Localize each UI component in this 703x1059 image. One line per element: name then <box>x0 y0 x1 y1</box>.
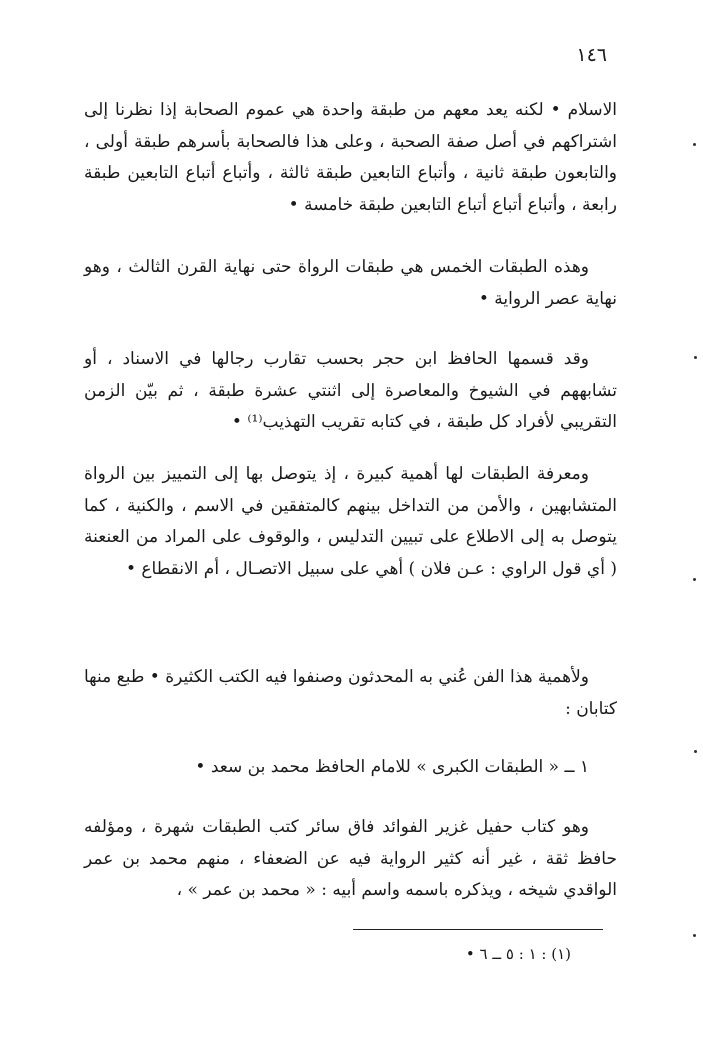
paragraph-importance <box>84 459 617 585</box>
margin-mark <box>693 578 696 581</box>
margin-mark <box>693 143 696 146</box>
paragraph-ibn-hajar <box>84 344 617 439</box>
paragraph-text: وهذه الطبقات الخمس هي طبقات الرواة حتى نهاية القرن الثالث ، وهو نهاية عصر الرواية • <box>84 257 617 309</box>
paragraph-book-description <box>84 812 617 907</box>
margin-mark <box>694 750 697 753</box>
margin-mark <box>694 356 697 359</box>
paragraph-companions-generations <box>84 95 617 221</box>
list-item-ibn-saad <box>84 752 617 784</box>
paragraph-text: الاسلام • لكنه يعد معهم من طبقة واحدة هي عموم الصحابة إذا نظرنا إلى اشتراكهم في أصل صفة الصحبة ، وعلى هذا فالصحابة بأسرهم طبقة أولى ، والتابعون طبقة ثانية ، وأتباع التابعين طبقة ثالثة ، وأتباع أتباع التابعين طبقة رابعة ، وأتباع أتباع أتباع التابعين طبقة خامسة • <box>84 100 617 215</box>
paragraph-text: ولأهمية هذا الفن عُني به المحدثون وصنفوا فيه الكتب الكثيرة • طبع منها كتابان : <box>84 667 617 719</box>
paragraph-five-generations <box>84 252 617 315</box>
list-item-text: ١ ــ « الطبقات الكبرى » للامام الحافظ محمد بن سعد • <box>195 757 589 777</box>
paragraph-text: وقد قسمها الحافظ ابن حجر بحسب تقارب رجالها في الاسناد ، أو تشابههم في الشيوخ والمعاصرة إلى اثنتي عشرة طبقة ، ثم بيّن الزمن التقريبي لأفراد كل طبقة ، في كتابه تقريب التهذيب⁽¹⁾ • <box>84 349 617 432</box>
paragraph-text: ومعرفة الطبقات لها أهمية كبيرة ، إذ يتوصل بها إلى التمييز بين الرواة المتشابهين ، والأمن من التداخل بينهم كالمتفقين في الاسم ، والكنية ، كما يتوصل به إلى الاطلاع على تبيين التدليس ، والوقوف على المراد من العنعنة ( أي قول الراوي : عـن فلان ) أهي على سبيل الاتصـال ، أم الانقطاع • <box>84 464 617 579</box>
footnote-divider <box>353 929 603 930</box>
margin-mark <box>693 934 696 937</box>
footnote: (١) : ١ : ٥ ــ ٦ • <box>465 945 571 963</box>
paragraph-books-intro <box>84 662 617 725</box>
paragraph-text: وهو كتاب حفيل غزير الفوائد فاق سائر كتب الطبقات شهرة ، ومؤلفه حافظ ثقة ، غير أنه كثير الرواية فيه عن الضعفاء ، منهم محمد بن عمر الواقدي شيخه ، ويذكره باسمه واسم أبيه : « محمد بن عمر » ، <box>84 817 617 900</box>
page-number: ١٤٦ <box>576 44 607 66</box>
